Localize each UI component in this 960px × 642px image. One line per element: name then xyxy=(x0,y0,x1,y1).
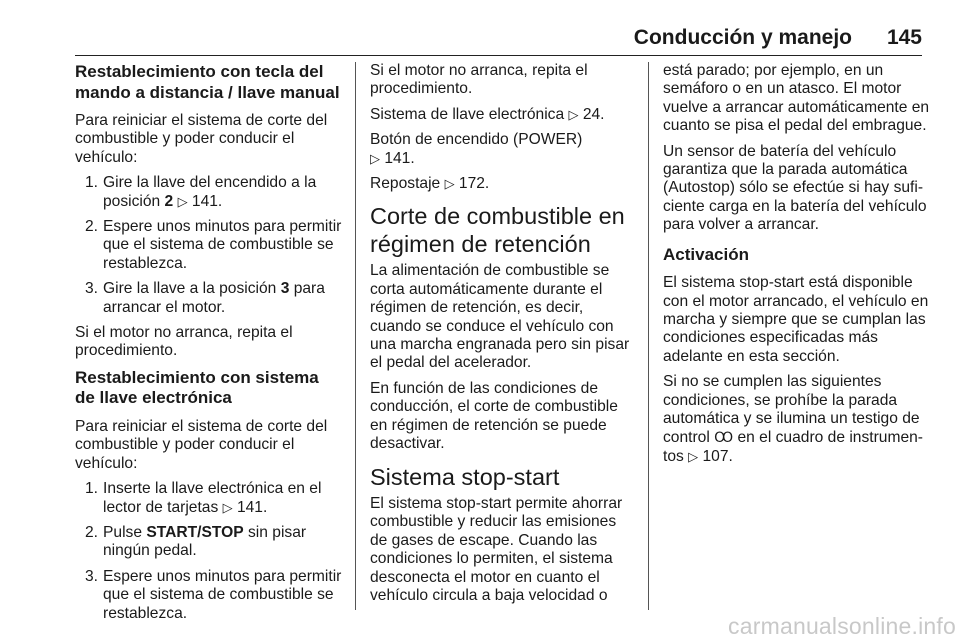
column-separator xyxy=(648,62,649,610)
reference-arrow-icon: ▷ xyxy=(370,150,380,166)
column-3 xyxy=(663,62,930,473)
paragraph: está parado; por ejemplo, en un semáforo o en un atasco. El motor vuelve a arrancar automáticamente en cuanto se pisa el pedal del embrague. xyxy=(663,62,930,135)
autostop-indicator-icon: Ꝏ xyxy=(714,429,734,446)
heading-electronic-reset: Restablecimiento con sistema de llave electrónica xyxy=(75,367,319,408)
paragraph: Para reiniciar el sistema de corte del combustible y poder conducir el vehículo: xyxy=(75,112,328,166)
paragraph: Si el motor no arranca, repita el procedimiento. xyxy=(75,324,293,360)
watermark: carmanualsonline.info xyxy=(728,613,956,639)
column-1 xyxy=(75,62,342,630)
page-number: 145 xyxy=(886,26,922,49)
list-item: 1. Gire la llave del encendido a la posición 2 ▷ 141. xyxy=(85,174,317,210)
list-item: 3. Espere unos minutos para permitir que el sistema de combustible se restablezca. xyxy=(85,567,342,622)
reference-arrow-icon: ▷ xyxy=(688,448,699,464)
paragraph: Si el motor no arranca, repita el procedimiento. xyxy=(370,62,588,98)
paragraph: La alimentación de combustible se corta automáticamente durante el régimen de retención, es decir, cuando se conduce el vehículo con una marcha engranada pero sin pisar el pedal del acelerador. xyxy=(370,262,630,372)
paragraph: En función de las condiciones de conducción, el corte de combustible en régimen de retención se puede desactivar. xyxy=(370,379,618,453)
paragraph: Para reiniciar el sistema de corte del combustible y poder conducir el vehículo: xyxy=(75,417,328,472)
list-item: 2. Pulse START/STOP sin pisar ningún pedal. xyxy=(85,523,307,560)
paragraph: Un sensor de batería del vehículo garantiza que la parada automática (Autostop) sólo se efectúe si hay suficiente carga en la batería del vehículo para volver a arrancar. xyxy=(663,142,927,234)
list-item: 1. Inserte la llave electrónica en el lector de tarjetas ▷ 141. xyxy=(85,480,322,516)
list-item: 3. Gire la llave a la posición 3 para arrancar el motor. xyxy=(85,280,325,316)
page-header-title: Conducción y manejo xyxy=(633,26,852,49)
paragraph: El sistema stop-start permite ahorrar combustible y reducir las emisiones de gases de escape. Cuando las condiciones lo permiten, el sistema desconecta el motor en cuanto el vehículo circula a baja velocidad o xyxy=(370,495,623,605)
heading-stop-start: Sistema stop-start xyxy=(370,463,560,490)
paragraph: Si no se cumplen las siguientes condiciones, se prohíbe la parada automática y se ilumina un testigo de control Ꝏ en el cuadro de instrumentos ▷ 107. xyxy=(663,373,923,465)
list-item: 2. Espere unos minutos para permitir que el sistema de combustible se restablezca. xyxy=(85,218,342,272)
heading-remote-reset: Restablecimiento con tecla del mando a distancia / llave manual xyxy=(75,62,340,102)
column-separator xyxy=(355,62,356,610)
reference-arrow-icon: ▷ xyxy=(177,193,188,209)
heading-activation: Activación xyxy=(663,244,749,264)
cross-reference: Sistema de llave electrónica ▷ 24. xyxy=(370,105,605,123)
header-rule xyxy=(75,55,922,56)
paragraph: El sistema stop-start está disponible con el motor arrancado, el vehículo en marcha y siempre que se cumplan las condiciones especificadas más adelante en esta sección. xyxy=(663,274,929,365)
heading-fuel-cutoff: Corte de combustible en régimen de retención xyxy=(370,203,625,257)
cross-reference: Repostaje ▷ 172. xyxy=(370,175,490,193)
cross-reference: Botón de encendido (POWER) ▷ 141. xyxy=(370,131,583,167)
reference-arrow-icon: ▷ xyxy=(222,499,233,515)
column-2 xyxy=(370,62,637,612)
reference-arrow-icon: ▷ xyxy=(568,106,579,122)
reference-arrow-icon: ▷ xyxy=(444,176,455,192)
